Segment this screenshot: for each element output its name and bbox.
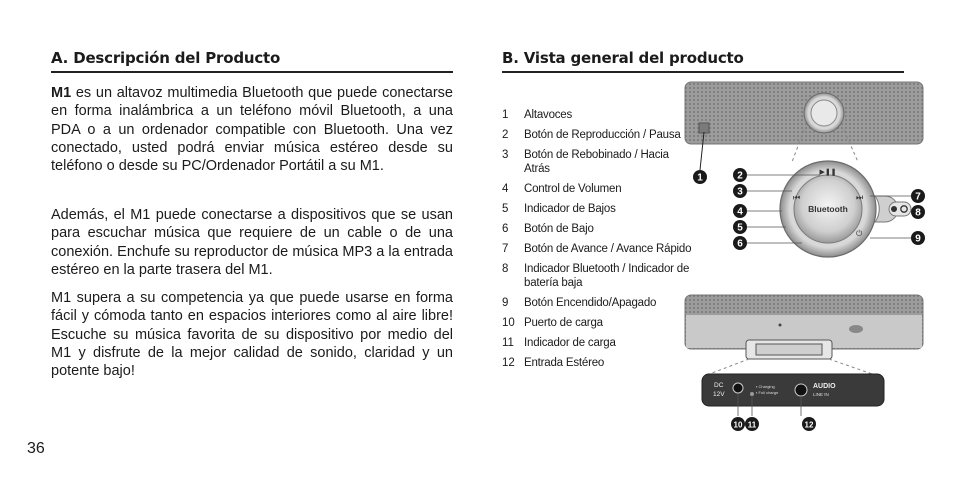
- legend-item-number: 11: [502, 337, 514, 349]
- legend-item-number: 9: [502, 297, 509, 309]
- forward-icon: ⏭: [856, 193, 864, 202]
- callout-number: 10: [733, 420, 743, 430]
- panel-audio-label: AUDIO: [813, 383, 836, 390]
- section-a-rule: [51, 71, 453, 73]
- legend-item-number: 1: [502, 109, 509, 121]
- product-diagram: [680, 78, 930, 433]
- legend-item-number: 5: [502, 203, 509, 215]
- legend-item: [502, 128, 692, 142]
- legend-item: [502, 222, 692, 236]
- legend-item-label: Indicador de Bajos: [524, 203, 616, 215]
- legend-item-number: 8: [502, 263, 509, 275]
- callout-number: 1: [697, 172, 703, 184]
- paragraph-3: M1 supera a su competencia ya que puede usarse en forma fácil y cómoda tanto en espacios interiores como al aire libre! Escuche su música favorita de su dispositivo por medio del M1 y disfrute de la mejor calidad de sonido, claridad y un potente bajo!: [51, 290, 453, 380]
- legend-item: [502, 356, 692, 370]
- panel-linein-label: LINE IN: [813, 392, 829, 397]
- rewind-icon: ⏮: [793, 193, 801, 202]
- product-name: M1: [51, 85, 72, 101]
- play-pause-icon: ▶❚❚: [819, 169, 837, 176]
- legend-item: [502, 242, 692, 256]
- svg-text:▪ Full charge: ▪ Full charge: [756, 390, 779, 395]
- legend-item-number: 6: [502, 223, 509, 235]
- callout-number: 6: [737, 238, 743, 250]
- legend-item: [502, 336, 692, 350]
- section-b-rule: [502, 71, 904, 73]
- callout-number: 11: [747, 420, 757, 430]
- callout-number: 8: [915, 207, 921, 219]
- dial-label: Bluetooth: [808, 204, 848, 214]
- legend-item: [502, 262, 692, 290]
- legend-item-label: Indicador Bluetooth / Indicador de batería baja: [524, 263, 690, 289]
- legend-item: [502, 202, 692, 216]
- section-a-heading: A. Descripción del Producto: [51, 49, 281, 67]
- paragraph-1: [51, 84, 453, 175]
- legend-item-label: Botón de Bajo: [524, 223, 594, 235]
- page-number: 36: [27, 440, 45, 457]
- speaker-top-view: [685, 82, 923, 144]
- legend-item-label: Botón de Reproducción / Pausa: [524, 129, 681, 141]
- callout-number: 12: [804, 420, 814, 430]
- panel-12v-label: 12V: [713, 391, 725, 398]
- legend-item-number: 2: [502, 129, 509, 141]
- legend-item-label: Botón de Rebobinado / Hacia Atrás: [524, 149, 669, 175]
- legend-item: [502, 108, 692, 122]
- svg-text:▪ Charging: ▪ Charging: [756, 384, 775, 389]
- legend-item-number: 7: [502, 243, 509, 255]
- power-icon: ⏻: [856, 229, 863, 238]
- legend-item-label: Puerto de carga: [524, 317, 603, 329]
- speaker-rear-view: [685, 295, 923, 376]
- legend-item-number: 3: [502, 149, 509, 161]
- paragraph-2: Además, el M1 puede conectarse a dispositivos que se usan para escuchar música que requiere de un cable o de una conexión. Enchufe su reproductor de música MP3 a la entrada estéreo en la parte trasera del M1.: [51, 207, 453, 278]
- parts-legend: [502, 108, 692, 376]
- callout-number: 5: [737, 222, 743, 234]
- legend-item-label: Indicador de carga: [524, 337, 616, 349]
- back-panel: [702, 374, 884, 406]
- legend-item-label: Altavoces: [524, 109, 573, 121]
- legend-item-number: 10: [502, 317, 515, 329]
- paragraph-1-text: es un altavoz multimedia Bluetooth que puede conectarse en forma inalámbrica a un teléfono móvil Bluetooth, a una PDA o a un ordenador compatible con Bluetooth. Una vez conectado, usted podrá enviar música estéreo desde su teléfono o desde su PC/Ordenador Portátil a su M1.: [51, 85, 453, 175]
- legend-item-label: Botón Encendido/Apagado: [524, 297, 657, 309]
- callout-number: 4: [737, 206, 743, 218]
- legend-item: [502, 296, 692, 310]
- legend-item-label: Botón de Avance / Avance Rápido: [524, 243, 692, 255]
- legend-item-number: 4: [502, 183, 509, 195]
- panel-dc-label: DC: [714, 382, 724, 389]
- callout-number: 7: [915, 191, 921, 203]
- callout-number: 9: [915, 233, 921, 245]
- callout-number: 2: [737, 170, 743, 182]
- legend-item: [502, 182, 692, 196]
- legend-item-label: Entrada Estéreo: [524, 357, 605, 369]
- legend-item: [502, 316, 692, 330]
- section-b-heading: B. Vista general del producto: [502, 49, 744, 67]
- legend-item-number: 12: [502, 357, 515, 369]
- legend-item: [502, 148, 692, 176]
- callout-number: 3: [737, 186, 743, 198]
- legend-item-label: Control de Volumen: [524, 183, 622, 195]
